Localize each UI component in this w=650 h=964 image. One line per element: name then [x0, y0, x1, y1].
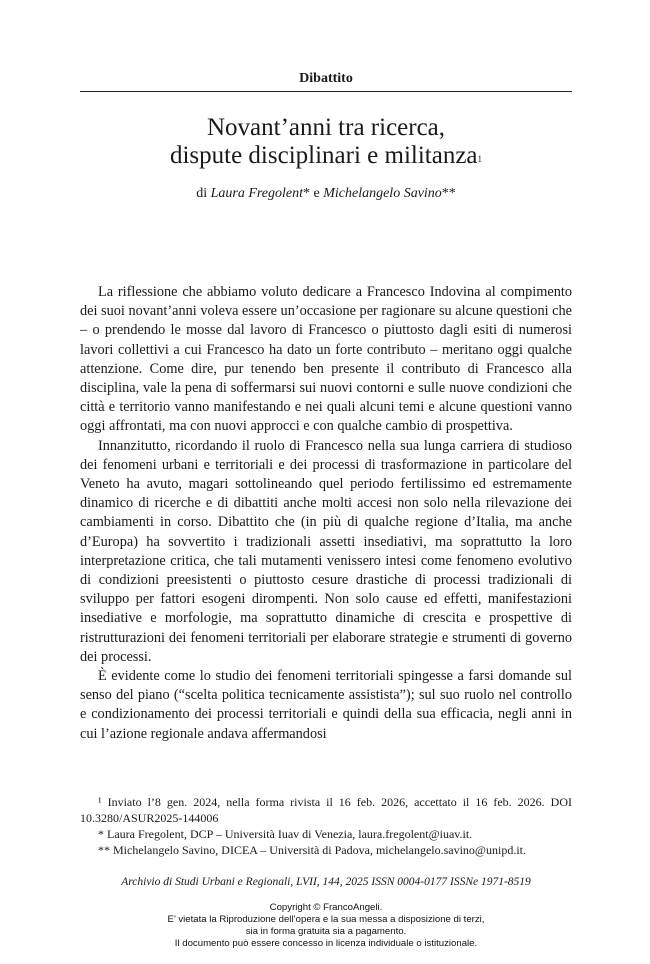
footnote-author-1: * Laura Fregolent, DCP – Università Iuav di Venezia, laura.fregolent@iuav.it.	[98, 827, 473, 841]
author-2-mark: **	[441, 186, 456, 201]
header-rule	[80, 91, 572, 92]
footnotes	[80, 794, 572, 858]
copyright-line-4: Il documento può essere concesso in licenza individuale o istituzionale.	[174, 938, 478, 949]
copyright-line-2: E’ vietata la Riproduzione dell’opera e la sua messa a disposizione di terzi,	[167, 914, 485, 925]
article-body	[80, 283, 572, 744]
byline-prefix: di	[196, 186, 211, 201]
copyright-notice	[80, 902, 572, 950]
body-paragraph-2: Innanzitutto, ricordando il ruolo di Francesco nella sua lunga carriera di studioso dei fenomeni urbani e territoriali e dei processi di trasformazione in particolare del Veneto ha avuto, magari sottolineando quel periodo fertilissimo ed estremamente dinamico di ricerche e di dibattiti anche molti accesi non solo nella rilevazione dei cambiamenti in corso. Dibattito che (in più di qualche regione d’Italia, ma anche d’Europa) ha sovvertito i tradizionali assetti insediativi, ma soprattutto la loro interpretazione critica, che tali mutamenti venissero intesi come fenomeno evolutivo di condizioni preesistenti o piuttosto cesure drastiche di processi tradizionali di sviluppo per fattori esogeni dirompenti. Non solo cause ed effetti, manifestazioni insediative e morfologie, ma soprattutto dinamiche di crescita e prospettive di ristrutturazioni dei fenomeni territoriali per elaborare strategie e strumenti di governo dei processi.	[80, 437, 572, 665]
author-2: Michelangelo Savino	[323, 186, 442, 201]
author-1-mark: *	[303, 186, 310, 201]
copyright-line-1: Copyright © FrancoAngeli.	[269, 902, 383, 913]
copyright-line-3: sia in forma gratuita sia a pagamento.	[245, 926, 407, 937]
title-line-1: Novant’anni tra ricerca,	[206, 114, 446, 141]
body-paragraph-3: È evidente come lo studio dei fenomeni territoriali spingesse a farsi domande sul senso del piano (“scelta politica tecnicamente assistista”); sul suo ruolo nel controllo e condizionamento dei processi territoriali e quindi della sua efficacia, negli anni in cui l’azione regionale andava affermandosi	[80, 668, 572, 742]
article-title	[80, 114, 572, 170]
title-line-2	[80, 142, 572, 170]
title-footnote-mark: 1	[477, 154, 483, 164]
footnote-1: ¹ Inviato l’8 gen. 2024, nella forma rivista il 16 feb. 2026, accettato il 16 feb. 2026. DOI 10.3280/ASUR2025-144006	[80, 795, 572, 825]
body-paragraph-1: La riflessione che abbiamo voluto dedicare a Francesco Indovina al compimento dei suoi novant’anni voleva essere un’occasione per ragionare su alcune questioni che – o prendendo le mosse dal lavoro di Francesco o piuttosto dagli esiti di numerosi lavori collettivi a cui Francesco ha dato un forte contributo – meritano oggi qualche attenzione. Come dire, pur tenendo ben presente il contributo di Francesco alla disciplina, vale la pena di soffermarsi sui nuovi contorni e sulle nuove condizioni che città e territorio vanno manifestando e nei quali alcuni temi e alcune questioni vanno oggi affrontati, ma con nuovi approcci e con qualche cambio di prospettiva.	[80, 284, 572, 435]
title-line-2-text: dispute disciplinari e militanza	[169, 142, 478, 169]
author-byline	[80, 186, 572, 202]
journal-citation: Archivio di Studi Urbani e Regionali, LVII, 144, 2025 ISSN 0004-0177 ISSNe 1971-8519	[121, 876, 531, 888]
footnote-author-2: ** Michelangelo Savino, DICEA – Università di Padova, michelangelo.savino@unipd.it.	[98, 843, 526, 857]
author-1: Laura Fregolent	[210, 186, 303, 201]
byline-conjunction: e	[310, 186, 324, 201]
section-label: Dibattito	[299, 71, 353, 86]
